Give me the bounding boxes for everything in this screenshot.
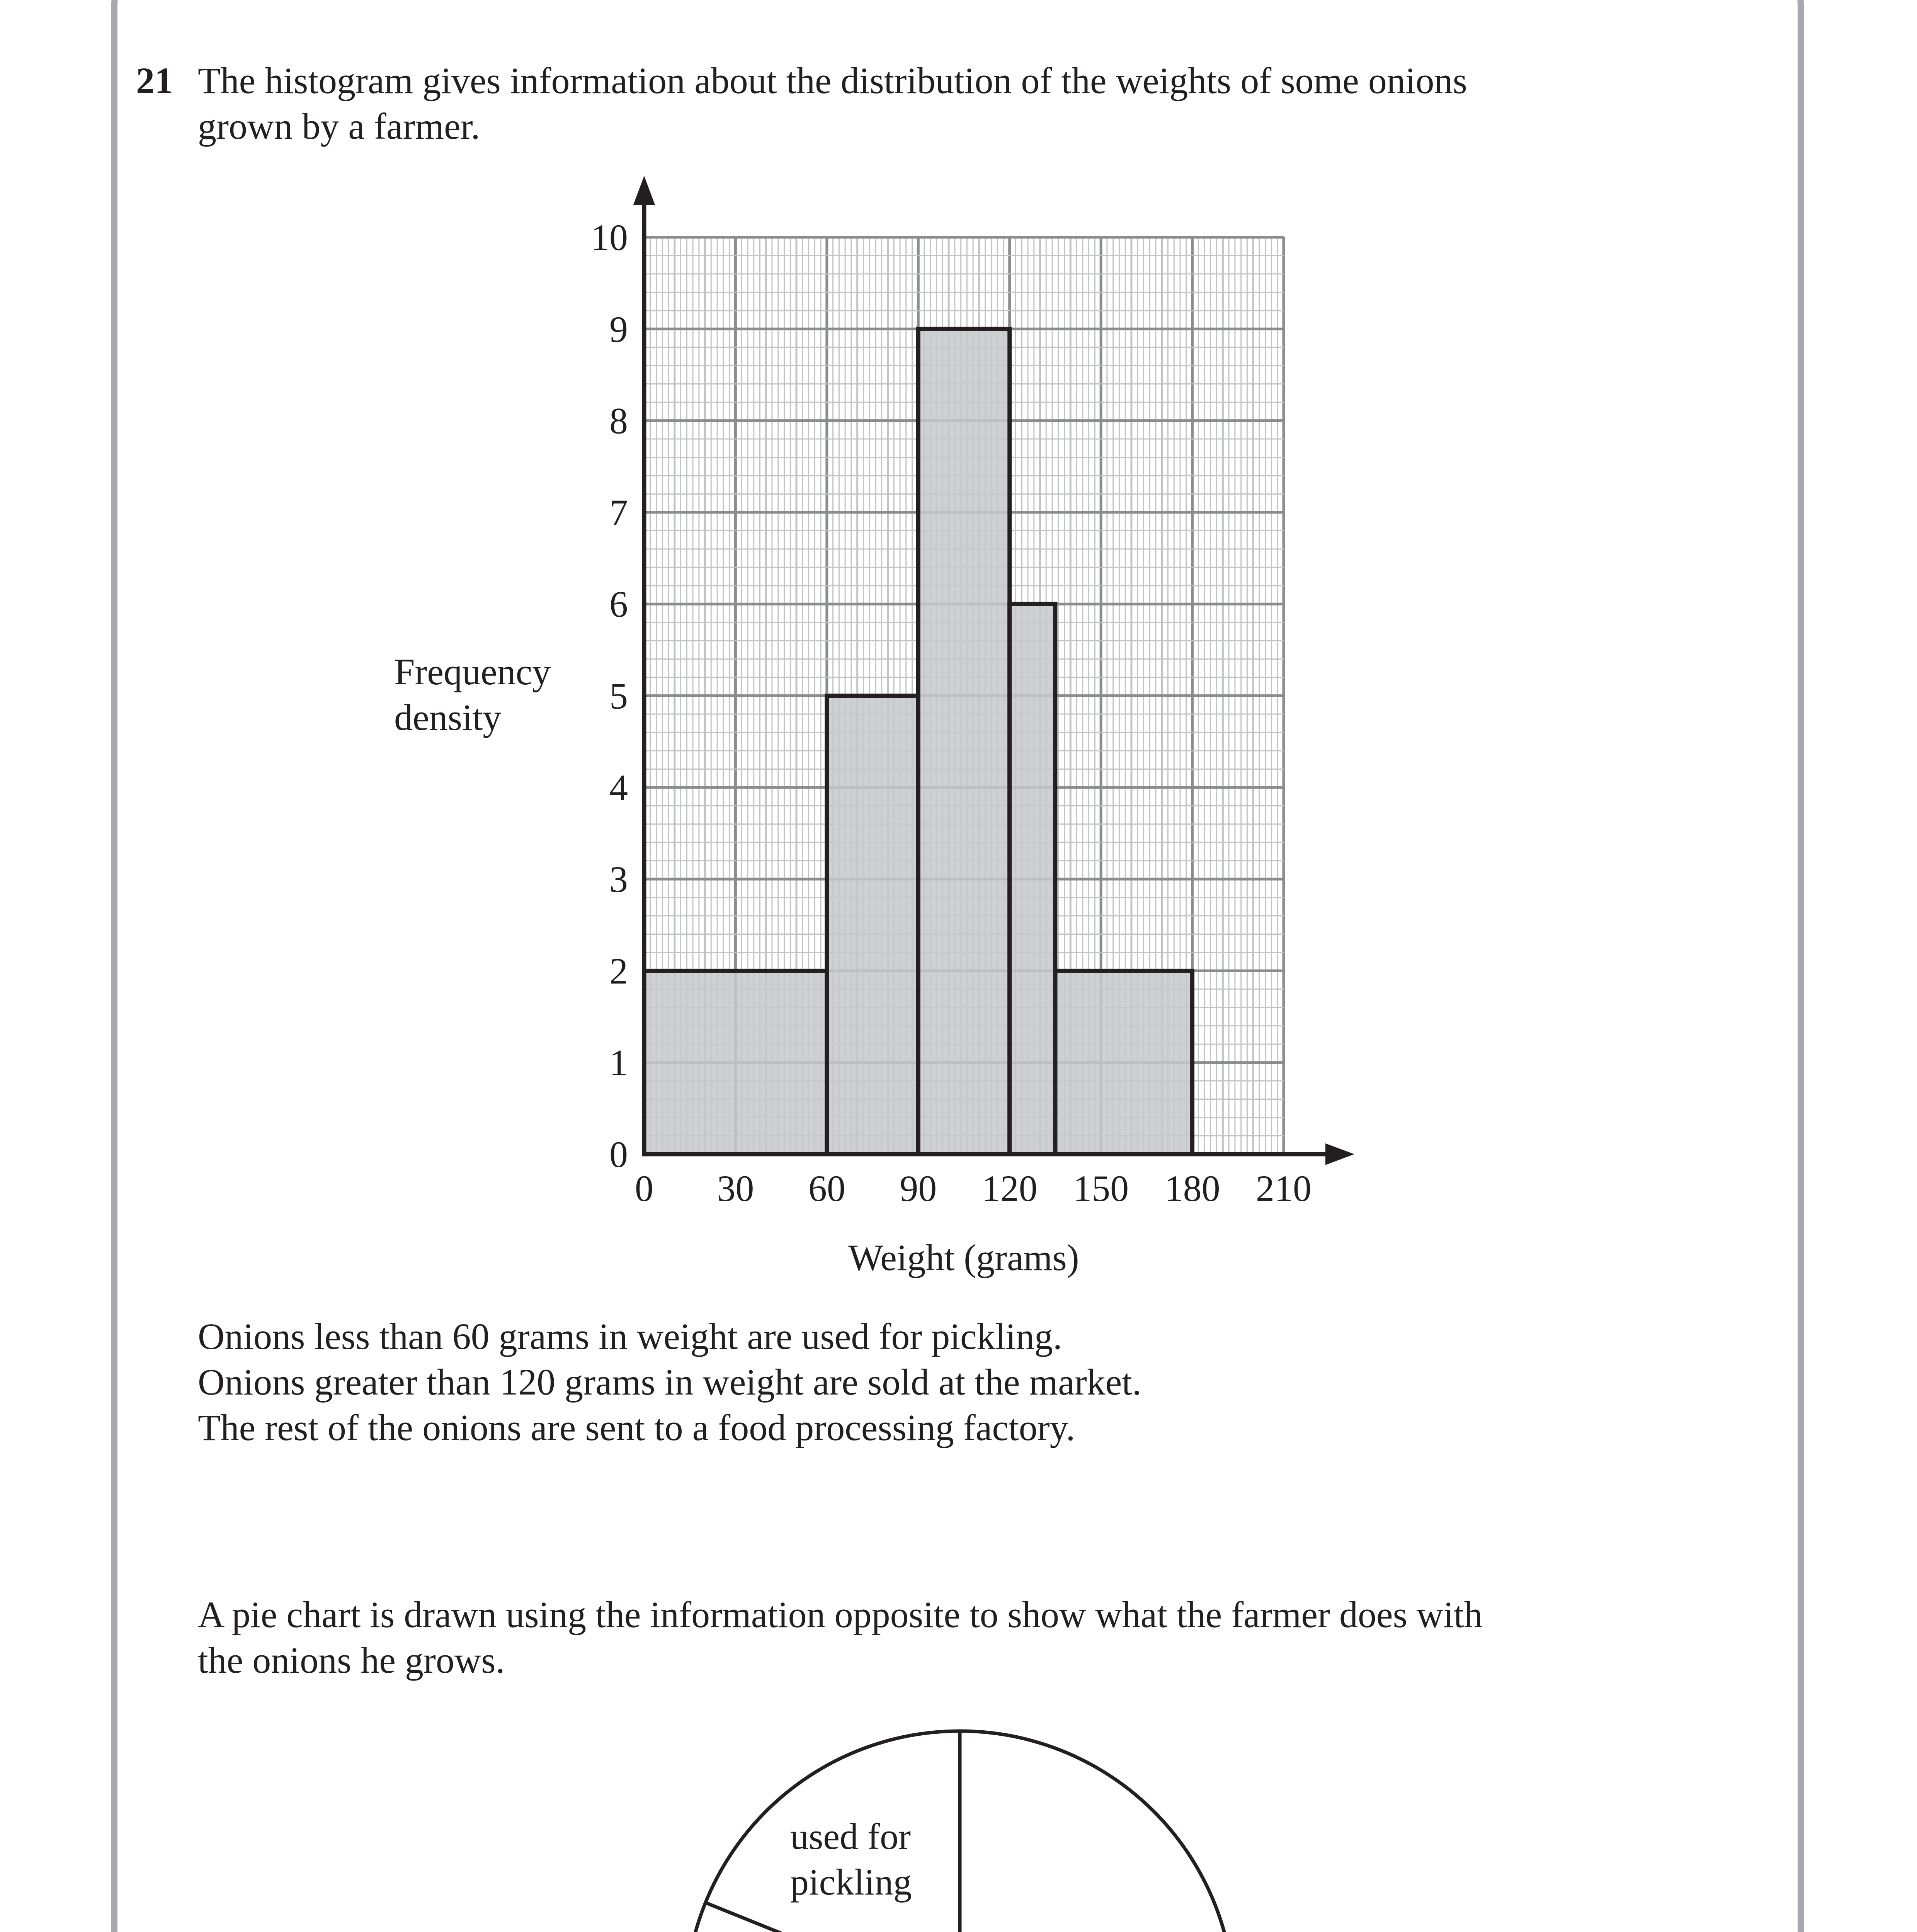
- y-axis-arrow-icon: [633, 176, 655, 205]
- y-tick-label-3: 3: [609, 859, 628, 900]
- y-tick-label-10: 10: [591, 217, 628, 258]
- y-tick-label-0: 0: [609, 1134, 628, 1175]
- y-tick-label-8: 8: [609, 400, 628, 442]
- y-tick-label-4: 4: [609, 767, 628, 808]
- pie-radius-2: [706, 1903, 960, 1932]
- y-tick-label-5: 5: [609, 675, 628, 717]
- question-number: 21: [136, 60, 173, 101]
- x-tick-label-210: 210: [1256, 1168, 1311, 1209]
- x-tick-label-90: 90: [900, 1168, 937, 1209]
- pie-chart: [0, 1700, 1917, 1932]
- pie-sector-label-line: pickling: [790, 1861, 912, 1903]
- histogram-bar-4: [1010, 604, 1055, 1154]
- x-tick-label-180: 180: [1164, 1168, 1220, 1209]
- histogram-y-axis-label: Frequency density: [394, 651, 551, 738]
- x-tick-label-150: 150: [1073, 1168, 1129, 1209]
- y-tick-label-7: 7: [609, 492, 628, 533]
- y-tick-label-9: 9: [609, 308, 628, 350]
- histogram-bar-3: [918, 329, 1009, 1154]
- x-tick-label-120: 120: [981, 1168, 1038, 1209]
- x-tick-label-30: 30: [717, 1168, 754, 1209]
- histogram-bar-2: [827, 696, 918, 1155]
- y-tick-label-2: 2: [609, 950, 628, 992]
- x-tick-label-0: 0: [635, 1168, 653, 1209]
- y-tick-label-6: 6: [609, 583, 628, 625]
- pie-sector-label-1: [790, 1816, 912, 1903]
- pie-sector-label-line: used for: [790, 1816, 911, 1857]
- histogram-bar-1: [644, 971, 827, 1154]
- pie-chart-intro: A pie chart is drawn using the information opposite to show what the farmer does with the onions he grows.: [198, 1594, 1483, 1681]
- histogram-bar-5: [1055, 971, 1192, 1154]
- question-intro: The histogram gives information about the distribution of the weights of some onions grown by a farmer.: [198, 60, 1467, 147]
- y-tick-label-1: 1: [609, 1042, 628, 1083]
- histogram-x-axis-label: Weight (grams): [848, 1237, 1079, 1278]
- x-axis-arrow-icon: [1325, 1143, 1354, 1165]
- x-tick-label-60: 60: [808, 1168, 845, 1209]
- onion-usage-notes: Onions less than 60 grams in weight are used for pickling. Onions greater than 120 grams in weight are sold at the market. The rest of the onions are sent to a food processing factory.: [198, 1316, 1141, 1448]
